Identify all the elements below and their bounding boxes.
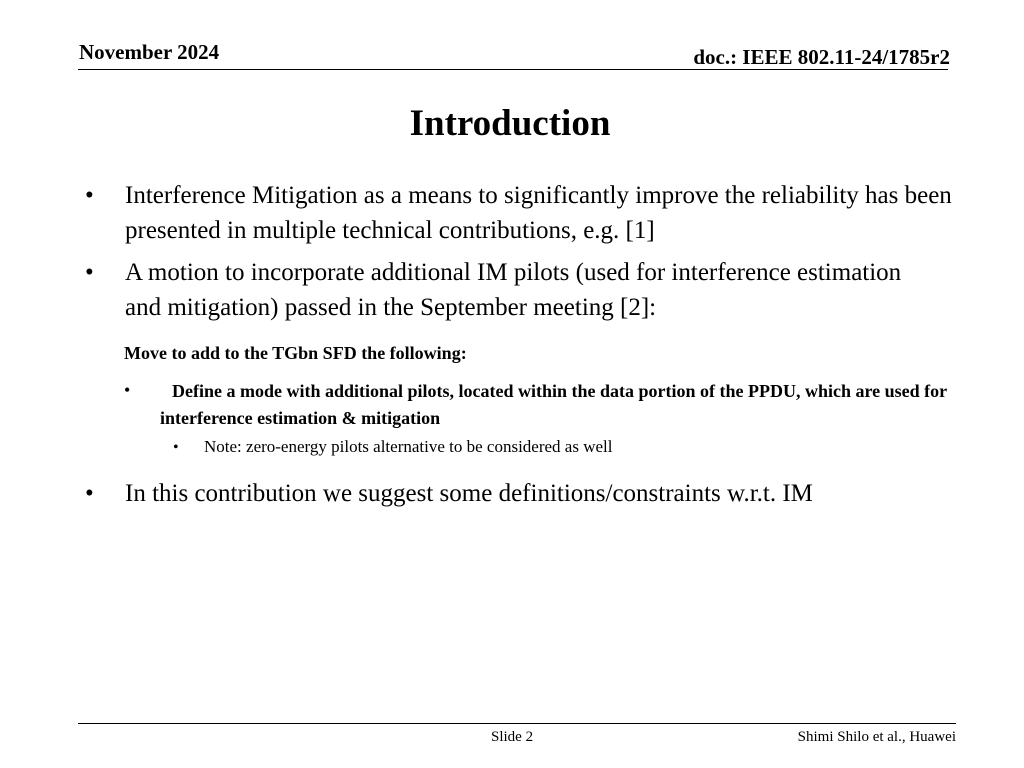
motion-subitem-marker: • bbox=[173, 439, 179, 456]
motion-item bbox=[160, 378, 960, 432]
bullet-marker-1: • bbox=[85, 182, 94, 209]
header-doc-id: doc.: IEEE 802.11-24/1785r2 bbox=[693, 45, 950, 69]
bullet-marker-2: • bbox=[85, 259, 94, 286]
header-date: November 2024 bbox=[79, 40, 220, 64]
bullet-text-1: Interference Mitigation as a means to significantly improve the reliability has been presented in multiple technical contributions, e.g. [1] bbox=[125, 182, 952, 244]
motion-subitem: Note: zero-energy pilots alternative to be considered as well bbox=[204, 437, 613, 456]
motion-item-marker: • bbox=[124, 380, 131, 400]
slide-title: Introduction bbox=[409, 103, 611, 144]
motion-heading: Move to add to the TGbn SFD the following: bbox=[124, 343, 467, 363]
bullet-text-2: A motion to incorporate additional IM pilots (used for interference estimation and mitigation) passed in the September meeting [2]: bbox=[125, 259, 902, 321]
header-rule bbox=[78, 69, 948, 70]
bullet-text-3: In this contribution we suggest some definitions/constraints w.r.t. IM bbox=[125, 480, 813, 507]
footer-rule bbox=[78, 723, 956, 724]
footer-author: Shimi Shilo et al., Huawei bbox=[797, 729, 956, 745]
motion-item-text: Define a mode with additional pilots, located within the data portion of the PPDU, which are used for interference estimation & mitigation bbox=[160, 381, 947, 428]
footer-slide-number: Slide 2 bbox=[491, 729, 534, 745]
bullet-marker-3: • bbox=[85, 480, 94, 507]
